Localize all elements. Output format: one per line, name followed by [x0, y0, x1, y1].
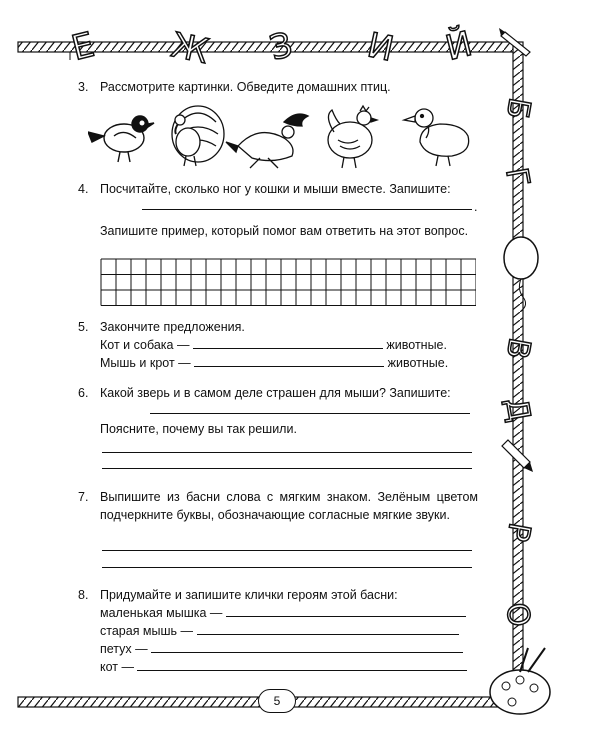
- task-text: Посчитайте, сколько ног у кошки и мыши вместе. Запишите:: [100, 182, 451, 196]
- task-number: 8.: [78, 588, 89, 602]
- border-letter: И: [363, 25, 398, 70]
- name-row: [100, 658, 467, 676]
- border-letter: Б: [498, 95, 537, 122]
- right-border: [513, 42, 523, 682]
- task-text: Выпишите из басни слова с мягким знаком. Зелёным цветом подчеркните буквы, обозначающие согласные мягкие звуки.: [100, 490, 478, 522]
- turkey-image[interactable]: [172, 106, 224, 166]
- task-text: Какой зверь и в самом деле страшен для мыши? Запишите:: [100, 386, 451, 400]
- sentence-row: [100, 354, 448, 372]
- answer-line[interactable]: [197, 622, 459, 635]
- answer-line[interactable]: [193, 336, 383, 349]
- answer-line[interactable]: [151, 640, 463, 653]
- sentence-end: животные.: [387, 356, 449, 370]
- sentence-end: животные.: [386, 338, 447, 352]
- border-letter: Й: [441, 23, 477, 69]
- sentence-start: Мышь и крот —: [100, 356, 191, 370]
- answer-line[interactable]: [102, 550, 472, 551]
- page-number: 5: [258, 689, 296, 713]
- titmouse-image[interactable]: [88, 116, 154, 162]
- answer-line[interactable]: [194, 354, 384, 367]
- border-letter: Р: [499, 520, 537, 544]
- answer-grid[interactable]: [100, 258, 476, 306]
- answer-line[interactable]: [137, 658, 467, 671]
- task-number: 7.: [78, 490, 89, 504]
- task-number: 4.: [78, 182, 89, 196]
- task-text: Придумайте и запишите клички героям этой басни:: [100, 588, 398, 602]
- bird-pictures: [88, 102, 478, 170]
- border-letter: В: [498, 335, 537, 362]
- task-text: Рассмотрите картинки. Обведите домашних птиц.: [100, 80, 391, 94]
- task-text: Поясните, почему вы так решили.: [100, 422, 297, 436]
- border-letter: О: [498, 600, 537, 630]
- task-number: 5.: [78, 320, 89, 334]
- answer-line[interactable]: [102, 468, 472, 469]
- hero-label: петух —: [100, 642, 148, 656]
- answer-line[interactable]: [150, 413, 470, 414]
- task-text: Запишите пример, который помог вам ответить на этот вопрос.: [100, 224, 469, 238]
- border-letter: З: [265, 24, 297, 69]
- hero-label: кот —: [100, 660, 134, 674]
- name-row: [100, 622, 459, 640]
- hero-label: маленькая мышка —: [100, 606, 223, 620]
- answer-line[interactable]: [102, 452, 472, 453]
- answer-line[interactable]: [226, 604, 466, 617]
- name-row: [100, 640, 463, 658]
- sentence-start: Кот и собака —: [100, 338, 190, 352]
- task-number: 6.: [78, 386, 89, 400]
- task-text: Закончите предложения.: [100, 320, 245, 334]
- border-letter: Ж: [167, 25, 212, 73]
- name-row: [100, 604, 466, 622]
- rooster-image[interactable]: [226, 114, 308, 168]
- duck-image[interactable]: [404, 109, 469, 166]
- sentence-row: [100, 336, 447, 354]
- answer-line[interactable]: [102, 567, 472, 568]
- answer-line[interactable]: [142, 209, 472, 210]
- task-number: 3.: [78, 80, 89, 94]
- line-end-period: .: [474, 200, 478, 214]
- hero-label: старая мышь —: [100, 624, 194, 638]
- hen-image[interactable]: [328, 106, 377, 168]
- border-letter: Д: [498, 395, 537, 425]
- border-letter: Е: [67, 24, 99, 69]
- border-letter: Г: [498, 165, 536, 190]
